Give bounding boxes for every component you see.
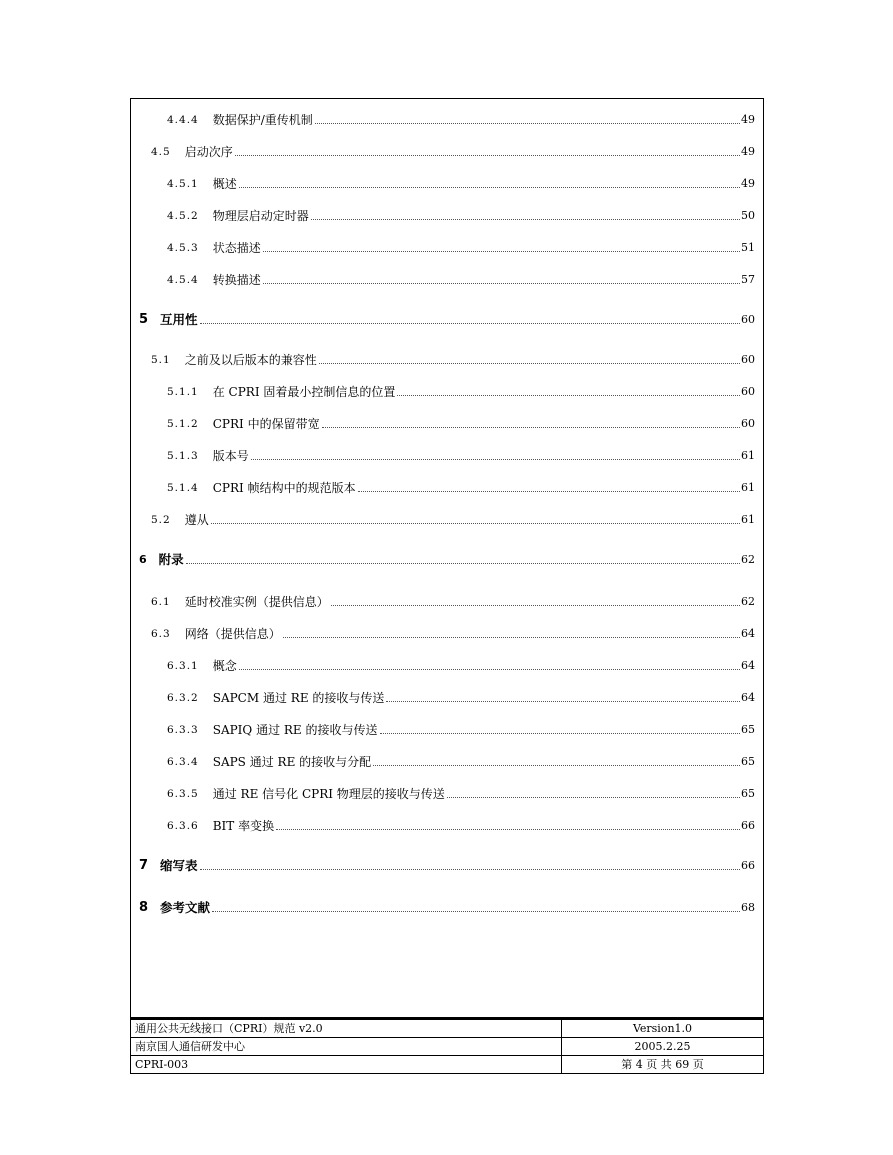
toc-entry-title: 物理层启动定时器 <box>212 209 309 223</box>
toc-leader-dots <box>358 490 740 492</box>
toc-entry-title: 版本号 <box>212 449 249 463</box>
toc-entry-page: 60 <box>741 385 755 398</box>
toc-leader-dots <box>239 186 740 188</box>
toc-entry[interactable] <box>131 621 763 641</box>
toc-entry-title: 延时校准实例（提供信息） <box>184 595 329 609</box>
footer-row <box>131 1055 763 1073</box>
toc-entry[interactable] <box>131 685 763 705</box>
toc-entry-page: 66 <box>741 819 755 832</box>
toc-leader-dots <box>211 522 740 524</box>
toc-entry[interactable] <box>131 379 763 399</box>
page-frame <box>130 98 764 1018</box>
toc-leader-dots <box>283 636 740 638</box>
toc-entry-number: 6.3.2 <box>167 692 199 704</box>
toc-entry-title: SAPCM 通过 RE 的接收与传送 <box>212 691 385 705</box>
toc-entry-title: BIT 率变换 <box>212 819 275 833</box>
toc-entry[interactable] <box>131 347 763 367</box>
toc-entry-number: 4.5.1 <box>167 178 199 190</box>
toc-entry-number: 5.1.4 <box>167 482 199 494</box>
toc-entry[interactable] <box>131 307 763 327</box>
footer-row <box>131 1020 763 1037</box>
footer-page-info: 第 4 页 共 69 页 <box>621 1058 704 1071</box>
toc-entry-title: SAPIQ 通过 RE 的接收与传送 <box>212 723 378 737</box>
toc-entry-number: 4.5.2 <box>167 210 199 222</box>
toc-entry-page: 60 <box>741 417 755 430</box>
toc-entry-number: 6.3.5 <box>167 788 199 800</box>
toc-leader-dots <box>239 668 740 670</box>
footer-version: Version1.0 <box>632 1022 693 1035</box>
toc-leader-dots <box>373 764 740 766</box>
toc-entry-title: 在 CPRI 固着最小控制信息的位置 <box>212 385 396 399</box>
toc-entry-title: 概念 <box>212 659 237 673</box>
toc-entry-number: 5.1.1 <box>167 386 199 398</box>
toc-entry[interactable] <box>131 235 763 255</box>
toc-entry[interactable] <box>131 267 763 287</box>
toc-entry-page: 62 <box>741 595 755 608</box>
toc-entry-page: 62 <box>741 553 755 566</box>
toc-entry-title: 通过 RE 信号化 CPRI 物理层的接收与传送 <box>212 787 445 801</box>
toc-entry-title: SAPS 通过 RE 的接收与分配 <box>212 755 372 769</box>
toc-entry-number: 4.4.4 <box>167 114 199 126</box>
toc-leader-dots <box>447 796 740 798</box>
toc-leader-dots <box>263 282 740 284</box>
toc-entry[interactable] <box>131 717 763 737</box>
toc-entry-page: 65 <box>741 755 755 768</box>
toc-entry-page: 61 <box>741 513 755 526</box>
toc-entry-page: 61 <box>741 481 755 494</box>
toc-entry-page: 65 <box>741 787 755 800</box>
toc-entry[interactable] <box>131 203 763 223</box>
toc-entry[interactable] <box>131 589 763 609</box>
toc-entry[interactable] <box>131 749 763 769</box>
toc-entry-page: 49 <box>741 113 755 126</box>
toc-entry-title: CPRI 中的保留带宽 <box>212 417 320 431</box>
toc-entry-page: 60 <box>741 353 755 366</box>
toc-entry-title: 转换描述 <box>212 273 261 287</box>
footer-doc-title: 通用公共无线接口（CPRI）规范 v2.0 <box>131 1020 562 1037</box>
toc-entry-number: 4.5.4 <box>167 274 199 286</box>
toc-leader-dots <box>380 732 741 734</box>
toc-entry-title: 之前及以后版本的兼容性 <box>184 353 317 367</box>
toc-entry[interactable] <box>131 171 763 191</box>
toc-entry-title: 概述 <box>212 177 237 191</box>
toc-entry-number: 6 <box>139 553 147 566</box>
footer-date: 2005.2.25 <box>634 1040 691 1053</box>
footer-org: 南京国人通信研发中心 <box>131 1038 562 1055</box>
toc-leader-dots <box>322 426 740 428</box>
toc-entry-page: 64 <box>741 691 755 704</box>
toc-entry-title: 网络（提供信息） <box>184 627 281 641</box>
toc-entry-title: 参考文献 <box>160 900 211 915</box>
toc-entry-title: 遵从 <box>184 513 209 527</box>
toc-entry-number: 6.3 <box>151 628 171 640</box>
toc-entry-number: 6.3.3 <box>167 724 199 736</box>
toc-leader-dots <box>315 122 740 124</box>
toc-entry-page: 66 <box>741 859 755 872</box>
toc-entry[interactable] <box>131 411 763 431</box>
toc-entry-title: CPRI 帧结构中的规范版本 <box>212 481 356 495</box>
toc-entry-title: 数据保护/重传机制 <box>212 113 313 127</box>
toc-leader-dots <box>331 604 740 606</box>
toc-entry-title: 互用性 <box>160 312 198 327</box>
toc-leader-dots <box>200 868 740 870</box>
toc-leader-dots <box>235 154 740 156</box>
toc-entry-number: 5 <box>139 312 149 327</box>
toc-leader-dots <box>386 700 740 702</box>
toc-entry-title: 附录 <box>158 552 184 567</box>
toc-leader-dots <box>186 562 740 564</box>
toc-entry[interactable] <box>131 443 763 463</box>
toc-entry-number: 5.1.2 <box>167 418 199 430</box>
toc-leader-dots <box>251 458 740 460</box>
toc-entry-number: 6.3.1 <box>167 660 199 672</box>
toc-entry-number: 4.5 <box>151 146 171 158</box>
toc-entry[interactable] <box>131 813 763 833</box>
toc-leader-dots <box>200 322 740 324</box>
footer-row <box>131 1037 763 1055</box>
toc-entry[interactable] <box>131 475 763 495</box>
toc-entry-number: 8 <box>139 900 149 915</box>
footer-doc-id: CPRI-003 <box>131 1056 562 1073</box>
toc-leader-dots <box>276 828 740 830</box>
toc-entry-page: 57 <box>741 273 755 286</box>
toc-entry-title: 缩写表 <box>160 858 198 873</box>
toc-entry-number: 7 <box>139 858 149 873</box>
toc-entry-page: 65 <box>741 723 755 736</box>
toc-entry-number: 5.1.3 <box>167 450 199 462</box>
toc-entry-number: 5.1 <box>151 354 171 366</box>
toc-entry[interactable] <box>131 853 763 873</box>
toc-entry-page: 49 <box>741 177 755 190</box>
toc-entry-page: 68 <box>741 901 755 914</box>
toc-entry[interactable] <box>131 107 763 127</box>
toc-entry-number: 4.5.3 <box>167 242 199 254</box>
toc-leader-dots <box>212 910 740 912</box>
toc-entry[interactable] <box>131 547 763 567</box>
toc-entry-page: 50 <box>741 209 755 222</box>
toc-leader-dots <box>319 362 740 364</box>
toc-entry-number: 6.3.6 <box>167 820 199 832</box>
toc-entry-number: 6.1 <box>151 596 171 608</box>
page-footer <box>130 1018 764 1074</box>
toc-entry-page: 60 <box>741 313 755 326</box>
toc-entry-page: 49 <box>741 145 755 158</box>
toc-entry-title: 启动次序 <box>184 145 233 159</box>
toc-leader-dots <box>311 218 740 220</box>
toc-entry[interactable] <box>131 507 763 527</box>
toc-entry-number: 5.2 <box>151 514 171 526</box>
toc-entry-page: 64 <box>741 659 755 672</box>
toc-entry-page: 64 <box>741 627 755 640</box>
toc-entry[interactable] <box>131 781 763 801</box>
toc-leader-dots <box>397 394 740 396</box>
toc-entry-page: 61 <box>741 449 755 462</box>
toc-leader-dots <box>263 250 740 252</box>
toc-entry-number: 6.3.4 <box>167 756 199 768</box>
toc-entry[interactable] <box>131 653 763 673</box>
toc-entry-title: 状态描述 <box>212 241 261 255</box>
toc-entry[interactable] <box>131 139 763 159</box>
toc-entry[interactable] <box>131 895 763 915</box>
toc-entry-page: 51 <box>741 241 755 254</box>
